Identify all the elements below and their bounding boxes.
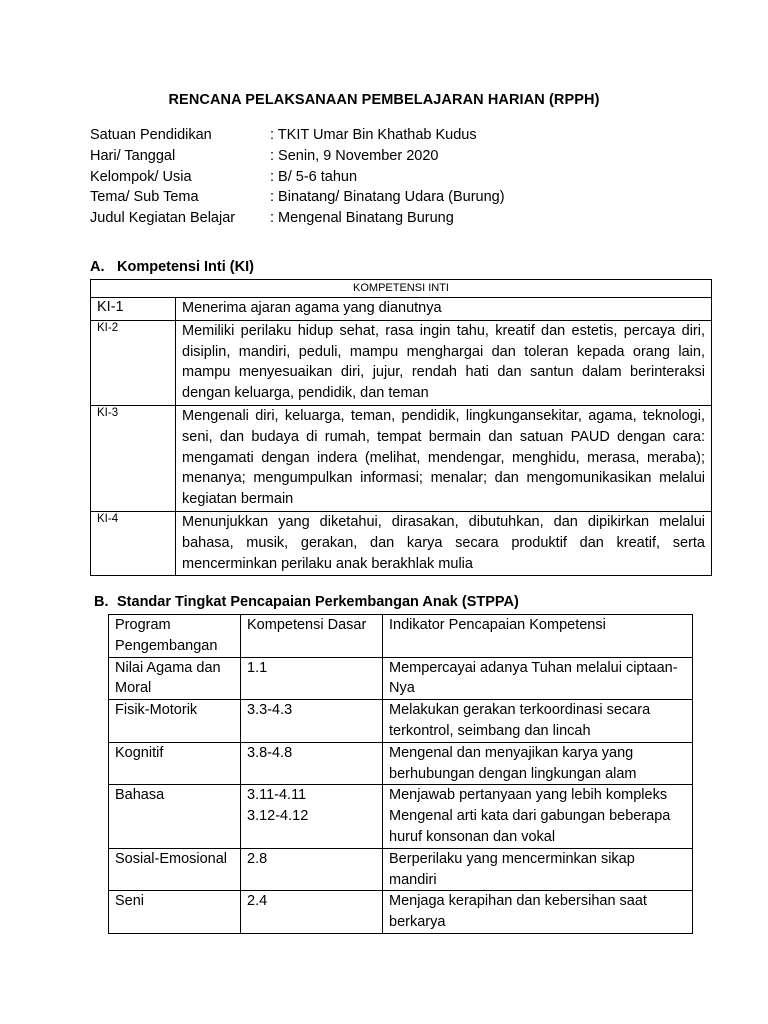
- kd-cell: 1.1: [241, 657, 383, 700]
- indikator-cell: Mengenal dan menyajikan karya yang berhubungan dengan lingkungan alam: [383, 742, 693, 785]
- table-row: [109, 742, 693, 785]
- ki-description: Menerima ajaran agama yang dianutnya: [176, 298, 712, 321]
- indikator-cell: Mempercayai adanya Tuhan melalui ciptaan-Nya: [383, 657, 693, 700]
- ki-code: KI-3: [91, 405, 176, 511]
- ki-code: KI-2: [91, 320, 176, 405]
- identity-block: [90, 125, 505, 229]
- kd-cell: [241, 785, 383, 848]
- info-value: : Senin, 9 November 2020: [270, 147, 439, 164]
- info-label: Tema/ Sub Tema: [90, 189, 199, 206]
- stppa-table: [108, 614, 693, 934]
- indikator-cell: Melakukan gerakan terkoordinasi secara terkontrol, seimbang dan lincah: [383, 700, 693, 743]
- info-row-kelompok: [90, 167, 505, 188]
- table-row: [91, 511, 712, 575]
- info-value: : Binatang/ Binatang Udara (Burung): [270, 189, 505, 206]
- column-header: Indikator Pencapaian Kompetensi: [383, 615, 693, 658]
- ki-description: Mengenali diri, keluarga, teman, pendidik, lingkungansekitar, agama, teknologi, seni, dan budaya di rumah, tempat bermain dan satuan PAUD dengan cara: mengamati dengan indera (melihat, mendengar, menghidu, merasa, meraba); menanya; mengumpulkan informasi; menalar; dan mengomunikasikan melalui kegiatan bermain: [176, 405, 712, 511]
- program-cell: Bahasa: [109, 785, 241, 848]
- info-label: Judul Kegiatan Belajar: [90, 210, 236, 227]
- section-number: B.: [94, 594, 109, 610]
- indikator-cell: Berperilaku yang mencerminkan sikap mandiri: [383, 848, 693, 891]
- info-label: Hari/ Tanggal: [90, 147, 176, 164]
- program-cell: Kognitif: [109, 742, 241, 785]
- table-row: [109, 891, 693, 934]
- info-row-satuan: [90, 125, 505, 146]
- table-row: [91, 405, 712, 511]
- info-row-tema: [90, 187, 505, 208]
- program-cell: Fisik-Motorik: [109, 700, 241, 743]
- indikator-cell: [383, 785, 693, 848]
- section-a-heading: [90, 259, 254, 275]
- table-row: [91, 298, 712, 321]
- table-row: [109, 848, 693, 891]
- kd-cell: 3.3-4.3: [241, 700, 383, 743]
- table-header-row: [109, 615, 693, 658]
- program-cell: Seni: [109, 891, 241, 934]
- indikator-cell: Menjaga kerapihan dan kebersihan saat berkarya: [383, 891, 693, 934]
- ki-code: KI-1: [91, 298, 176, 321]
- kd-cell: 3.8-4.8: [241, 742, 383, 785]
- ki-description: Memiliki perilaku hidup sehat, rasa ingin tahu, kreatif dan estetis, percaya diri, disiplin, mandiri, peduli, mampu menghargai dan toleran kepada orang lain, mampu menyesuaikan diri, jujur, rendah hati dan santun dalam berinteraksi dengan keluarga, pendidik, dan teman: [176, 320, 712, 405]
- table-header: KOMPETENSI INTI: [91, 280, 712, 298]
- info-value: : Mengenal Binatang Burung: [270, 210, 454, 227]
- ki-code: KI-4: [91, 511, 176, 575]
- table-row: [91, 320, 712, 405]
- section-number: A.: [90, 259, 105, 275]
- section-title: Kompetensi Inti (KI): [117, 259, 254, 275]
- info-row-tanggal: [90, 146, 505, 167]
- info-label: Kelompok/ Usia: [90, 168, 192, 185]
- kompetensi-inti-table: [90, 279, 712, 576]
- ki-description: Menunjukkan yang diketahui, dirasakan, dibutuhkan, dan dipikirkan melalui bahasa, musik, gerakan, dan karya secara produktif dan kreatif, serta mencerminkan perilaku anak berakhlak mulia: [176, 511, 712, 575]
- table-row: [109, 657, 693, 700]
- kd-cell: 2.4: [241, 891, 383, 934]
- kd-cell: 2.8: [241, 848, 383, 891]
- table-row: [109, 785, 693, 848]
- table-row: [109, 700, 693, 743]
- kd-line: 3.12-4.12: [247, 808, 309, 825]
- info-value: : TKIT Umar Bin Khathab Kudus: [270, 127, 477, 143]
- program-cell: Sosial-Emosional: [109, 848, 241, 891]
- kd-line: 3.11-4.11: [247, 787, 307, 804]
- column-header: Program Pengembangan: [109, 615, 241, 658]
- section-b-heading: [94, 594, 519, 610]
- column-header: Kompetensi Dasar: [241, 615, 383, 658]
- info-row-judul: [90, 208, 505, 229]
- indikator-line: Mengenal arti kata dari gabungan beberapa huruf konsonan dan vokal: [389, 808, 671, 845]
- program-cell: Nilai Agama dan Moral: [109, 657, 241, 700]
- info-label: Satuan Pendidikan: [90, 127, 212, 143]
- document-title: RENCANA PELAKSANAAN PEMBELAJARAN HARIAN (RPPH): [168, 92, 600, 108]
- table-header-row: [91, 280, 712, 298]
- section-title: Standar Tingkat Pencapaian Perkembangan Anak (STPPA): [117, 594, 519, 610]
- indikator-line: Menjawab pertanyaan yang lebih kompleks: [389, 787, 668, 804]
- info-value: : B/ 5-6 tahun: [270, 168, 358, 185]
